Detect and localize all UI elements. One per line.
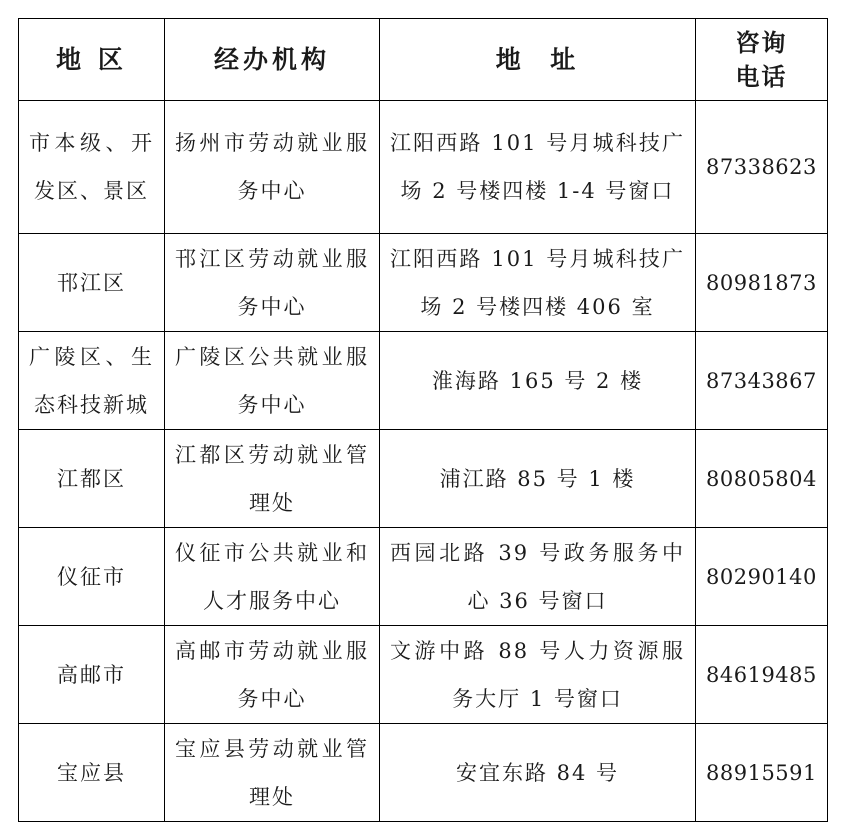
phone-cell: 80290140 — [696, 528, 828, 626]
header-agency: 经办机构 — [165, 19, 380, 101]
header-phone-line1: 咨询 — [735, 28, 788, 57]
agency-cell: 扬州市劳动就业服务中心 — [165, 101, 380, 234]
address-cell: 江阳西路 101 号月城科技广场 2 号楼四楼 1-4 号窗口 — [380, 101, 696, 234]
region-cell: 江都区 — [19, 430, 165, 528]
table-row — [19, 528, 828, 626]
phone-cell: 80805804 — [696, 430, 828, 528]
phone-cell: 87338623 — [696, 101, 828, 234]
header-region: 地 区 — [19, 19, 165, 101]
address-cell: 江阳西路 101 号月城科技广场 2 号楼四楼 406 室 — [380, 234, 696, 332]
header-phone-line2: 电话 — [735, 62, 788, 91]
phone-cell: 88915591 — [696, 724, 828, 822]
region-cell: 广陵区、生态科技新城 — [19, 332, 165, 430]
agency-cell: 广陵区公共就业服务中心 — [165, 332, 380, 430]
agency-cell: 江都区劳动就业管理处 — [165, 430, 380, 528]
agency-cell: 宝应县劳动就业管理处 — [165, 724, 380, 822]
address-cell: 西园北路 39 号政务服务中心 36 号窗口 — [380, 528, 696, 626]
table-row — [19, 332, 828, 430]
phone-cell: 84619485 — [696, 626, 828, 724]
address-cell: 淮海路 165 号 2 楼 — [380, 332, 696, 430]
table-row — [19, 430, 828, 528]
region-cell: 市本级、开发区、景区 — [19, 101, 165, 234]
phone-cell: 87343867 — [696, 332, 828, 430]
region-cell: 邗江区 — [19, 234, 165, 332]
table-row — [19, 724, 828, 822]
table-row — [19, 101, 828, 234]
agency-cell: 仪征市公共就业和人才服务中心 — [165, 528, 380, 626]
region-cell: 仪征市 — [19, 528, 165, 626]
table-row — [19, 234, 828, 332]
phone-cell: 80981873 — [696, 234, 828, 332]
table-header-row — [19, 19, 828, 101]
header-address: 地 址 — [380, 19, 696, 101]
agency-contact-table — [18, 18, 828, 822]
region-cell: 宝应县 — [19, 724, 165, 822]
header-phone — [696, 19, 828, 101]
region-cell: 高邮市 — [19, 626, 165, 724]
address-cell: 浦江路 85 号 1 楼 — [380, 430, 696, 528]
table-row — [19, 626, 828, 724]
agency-cell: 高邮市劳动就业服务中心 — [165, 626, 380, 724]
agency-cell: 邗江区劳动就业服务中心 — [165, 234, 380, 332]
address-cell: 文游中路 88 号人力资源服务大厅 1 号窗口 — [380, 626, 696, 724]
address-cell: 安宜东路 84 号 — [380, 724, 696, 822]
